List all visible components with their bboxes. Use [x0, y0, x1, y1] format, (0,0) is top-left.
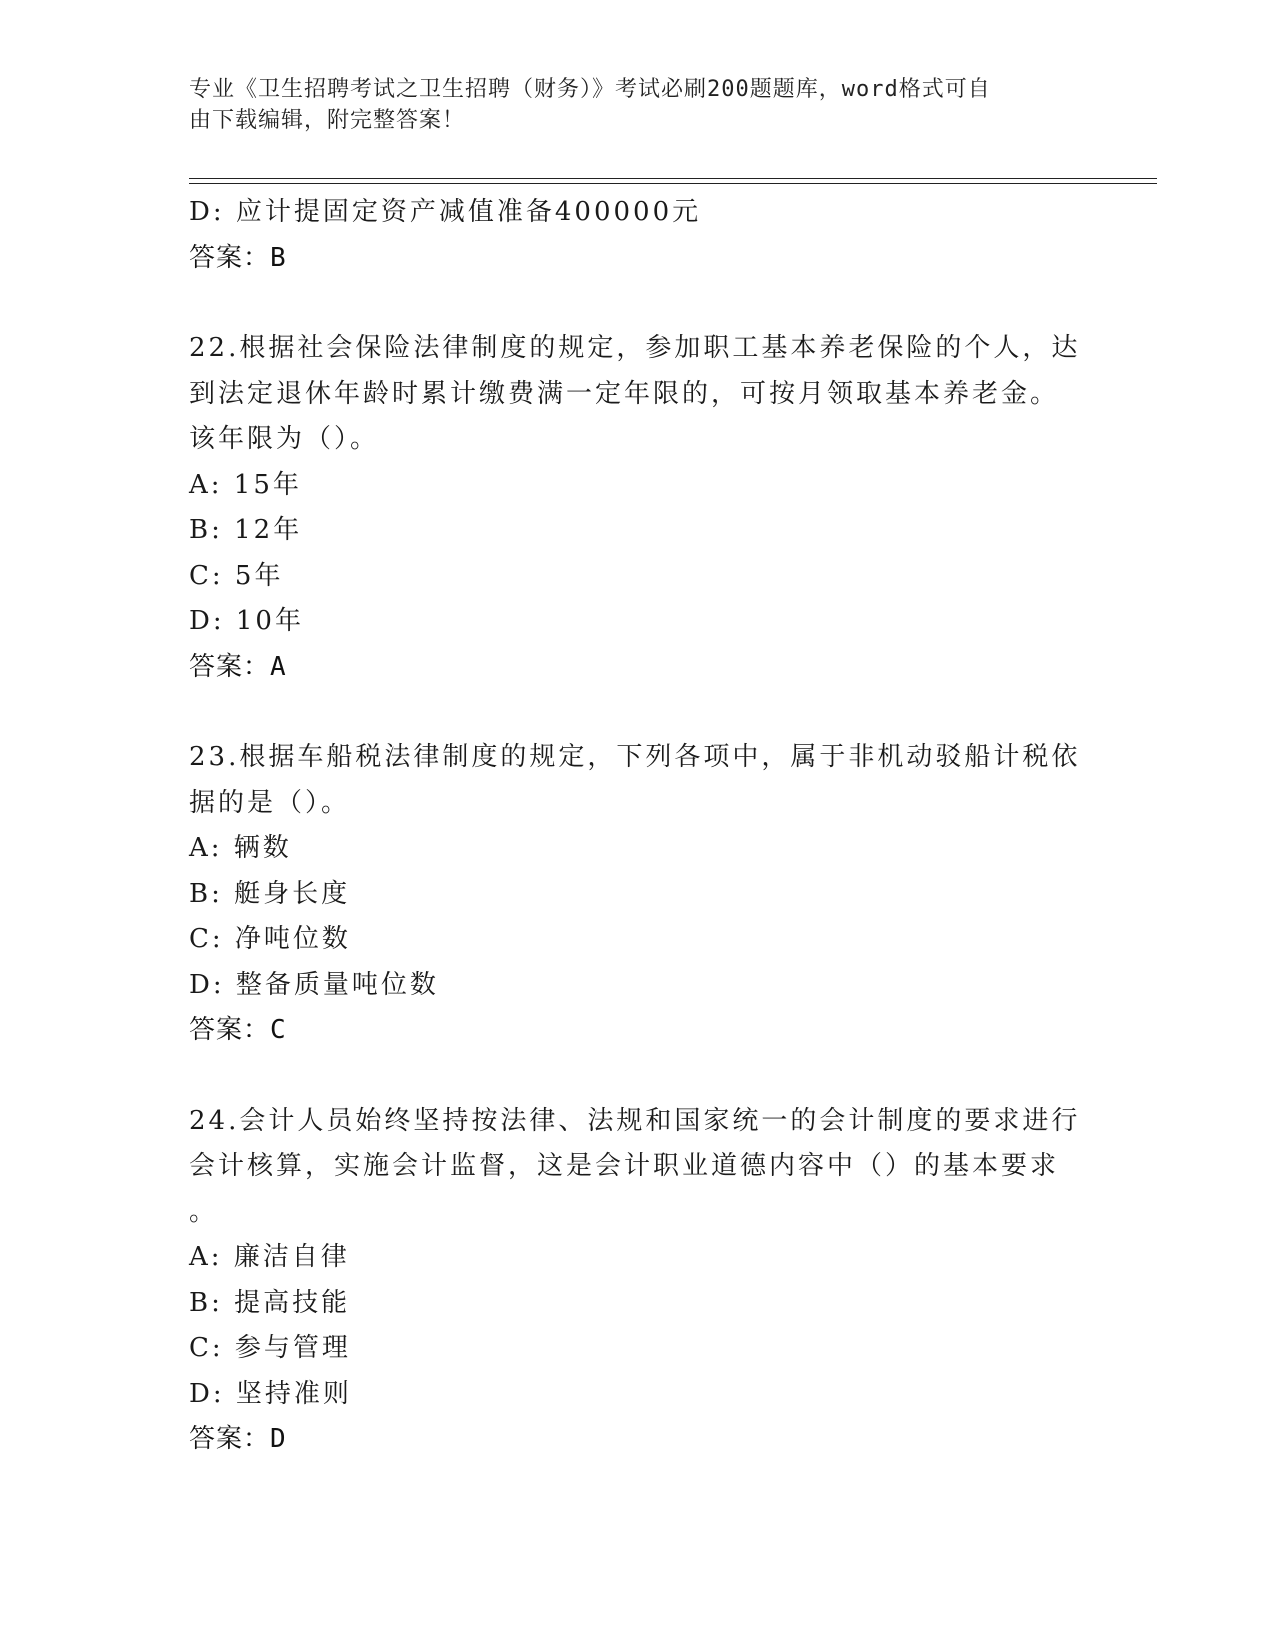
option-a: A: 辆数: [189, 833, 292, 863]
option-d: D: 10年: [189, 606, 304, 636]
option-a: A: 15年: [189, 469, 302, 500]
header-divider-bottom: [189, 183, 1157, 184]
question-21-tail: [189, 190, 1089, 281]
question-stem-line: 到法定退休年龄时累计缴费满一定年限的，可按月领取基本养老金。: [189, 378, 1060, 409]
question-stem-line: 23.根据车船税法律制度的规定，下列各项中，属于非机动驳船计税依: [189, 742, 1081, 772]
option-d: D: 坚持准则: [189, 1378, 352, 1409]
answer-line: 答案：C: [189, 1015, 287, 1045]
answer-line: 答案：A: [189, 651, 287, 682]
option-c: C: 参与管理: [189, 1333, 351, 1363]
question-23: [189, 735, 1089, 1054]
header-divider-top: [189, 178, 1157, 179]
question-22: [189, 326, 1089, 690]
option-b: B: 提高技能: [189, 1287, 351, 1318]
option-d: D: 应计提固定资产减值准备400000元: [189, 197, 702, 227]
option-c: C: 5年: [189, 560, 284, 591]
question-stem-line: 据的是（）。: [189, 787, 351, 818]
document-body: [189, 190, 1089, 1463]
question-24: [189, 1099, 1089, 1463]
option-c: C: 净吨位数: [189, 924, 351, 954]
option-d: D: 整备质量吨位数: [189, 969, 439, 1000]
question-stem-line: 22.根据社会保险法律制度的规定，参加职工基本养老保险的个人，达: [189, 333, 1081, 363]
question-stem-line: 该年限为（）。: [189, 424, 380, 454]
document-header: [189, 74, 1069, 136]
question-stem-line: 24.会计人员始终坚持按法律、法规和国家统一的会计制度的要求进行: [189, 1105, 1081, 1136]
header-line-2: 由下载编辑，附完整答案！: [189, 108, 466, 133]
spacer: [189, 281, 1089, 326]
option-a: A: 廉洁自律: [189, 1242, 350, 1272]
spacer: [189, 690, 1089, 735]
question-stem-line: 。: [189, 1196, 219, 1227]
answer-line: 答案：B: [189, 242, 287, 273]
header-line-1: 专业《卫生招聘考试之卫生招聘（财务）》考试必刷200题题库，word格式可自: [189, 77, 991, 102]
question-stem-line: 会计核算，实施会计监督，这是会计职业道德内容中（）的基本要求: [189, 1151, 1060, 1181]
option-b: B: 12年: [189, 515, 303, 545]
option-b: B: 艇身长度: [189, 878, 351, 909]
answer-line: 答案：D: [189, 1424, 287, 1454]
spacer: [189, 1054, 1089, 1099]
